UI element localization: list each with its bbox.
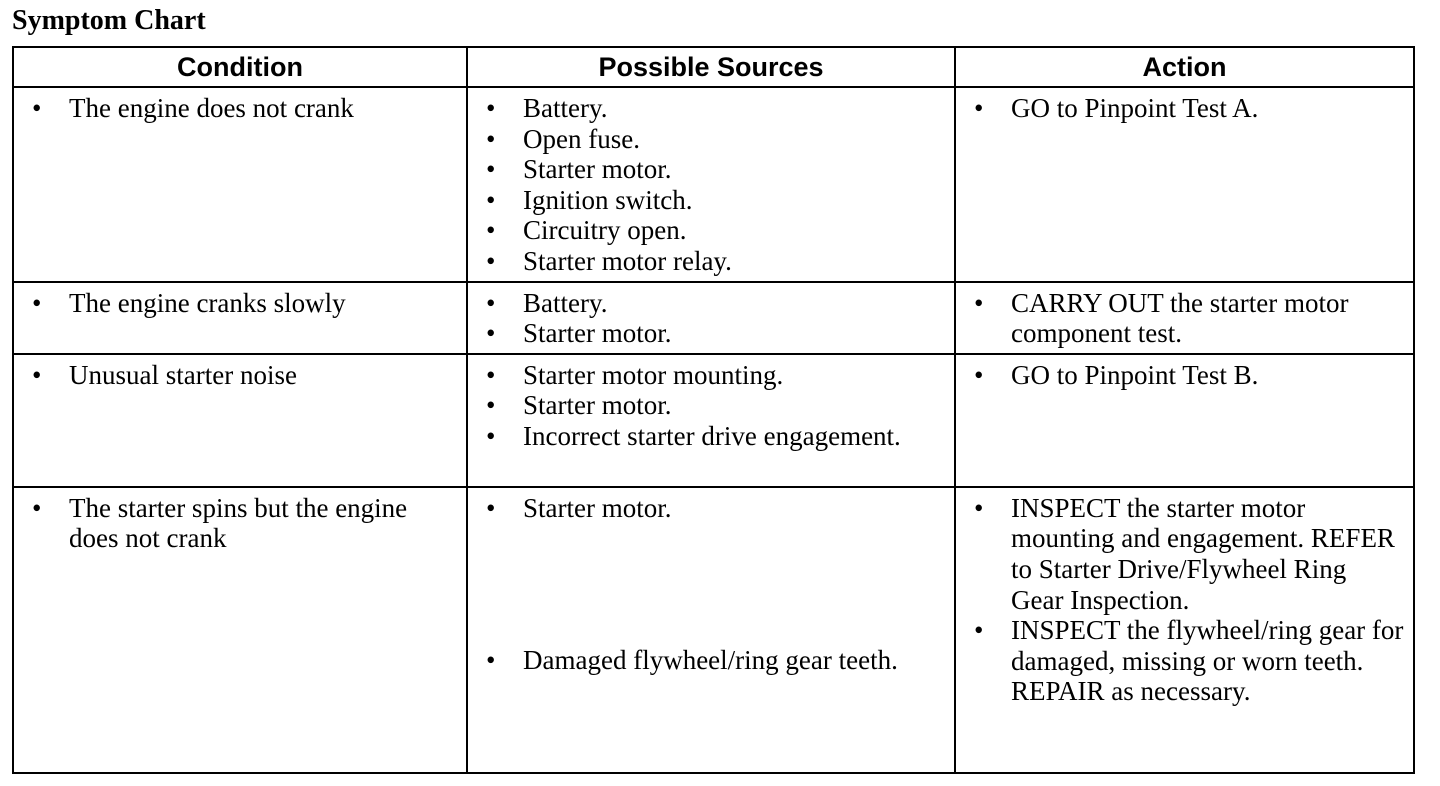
sources-cell [467, 487, 955, 773]
source-item: • Incorrect starter drive engagement. [476, 421, 946, 452]
condition-item: • The engine does not crank [22, 93, 458, 124]
header-row [13, 47, 1414, 87]
condition-cell [13, 282, 467, 354]
source-item: • Battery. [476, 93, 946, 124]
source-item: • Damaged flywheel/ring gear teeth. [476, 645, 946, 676]
table-row [13, 354, 1414, 487]
header-possible-sources: Possible Sources [467, 47, 955, 87]
condition-cell [13, 87, 467, 282]
sources-cell [467, 282, 955, 354]
page-title: Symptom Chart [12, 5, 206, 36]
source-item: • Starter motor. [476, 493, 946, 524]
source-item: • Starter motor. [476, 318, 946, 349]
action-item: • GO to Pinpoint Test B. [964, 360, 1405, 391]
action-cell [955, 487, 1414, 773]
action-item: • INSPECT the starter motor mounting and engagement. REFER to Starter Drive/Flywheel Ring Gear Inspection. [964, 493, 1405, 615]
source-item: • Starter motor. [476, 390, 946, 421]
source-item: • Starter motor mounting. [476, 360, 946, 391]
condition-cell [13, 487, 467, 773]
source-item: • Starter motor. [476, 154, 946, 185]
header-condition: Condition [13, 47, 467, 87]
condition-cell [13, 354, 467, 487]
condition-item: • Unusual starter noise [22, 360, 458, 391]
action-cell [955, 354, 1414, 487]
condition-item: • The engine cranks slowly [22, 288, 458, 319]
source-item: • Battery. [476, 288, 946, 319]
action-cell [955, 282, 1414, 354]
source-item: • Open fuse. [476, 124, 946, 155]
sources-cell [467, 87, 955, 282]
action-item: • INSPECT the flywheel/ring gear for damaged, missing or worn teeth. REPAIR as necessary. [964, 615, 1405, 707]
source-item: • Ignition switch. [476, 185, 946, 216]
table-row [13, 282, 1414, 354]
action-cell [955, 87, 1414, 282]
source-item: • Starter motor relay. [476, 246, 946, 277]
condition-item: • The starter spins but the engine does not crank [22, 493, 458, 554]
table-row [13, 87, 1414, 282]
header-action: Action [955, 47, 1414, 87]
action-item: • GO to Pinpoint Test A. [964, 93, 1405, 124]
source-item: • Circuitry open. [476, 215, 946, 246]
table-row [13, 487, 1414, 773]
action-item: • CARRY OUT the starter motor component test. [964, 288, 1405, 349]
sources-cell [467, 354, 955, 487]
symptom-chart-table [12, 46, 1415, 774]
